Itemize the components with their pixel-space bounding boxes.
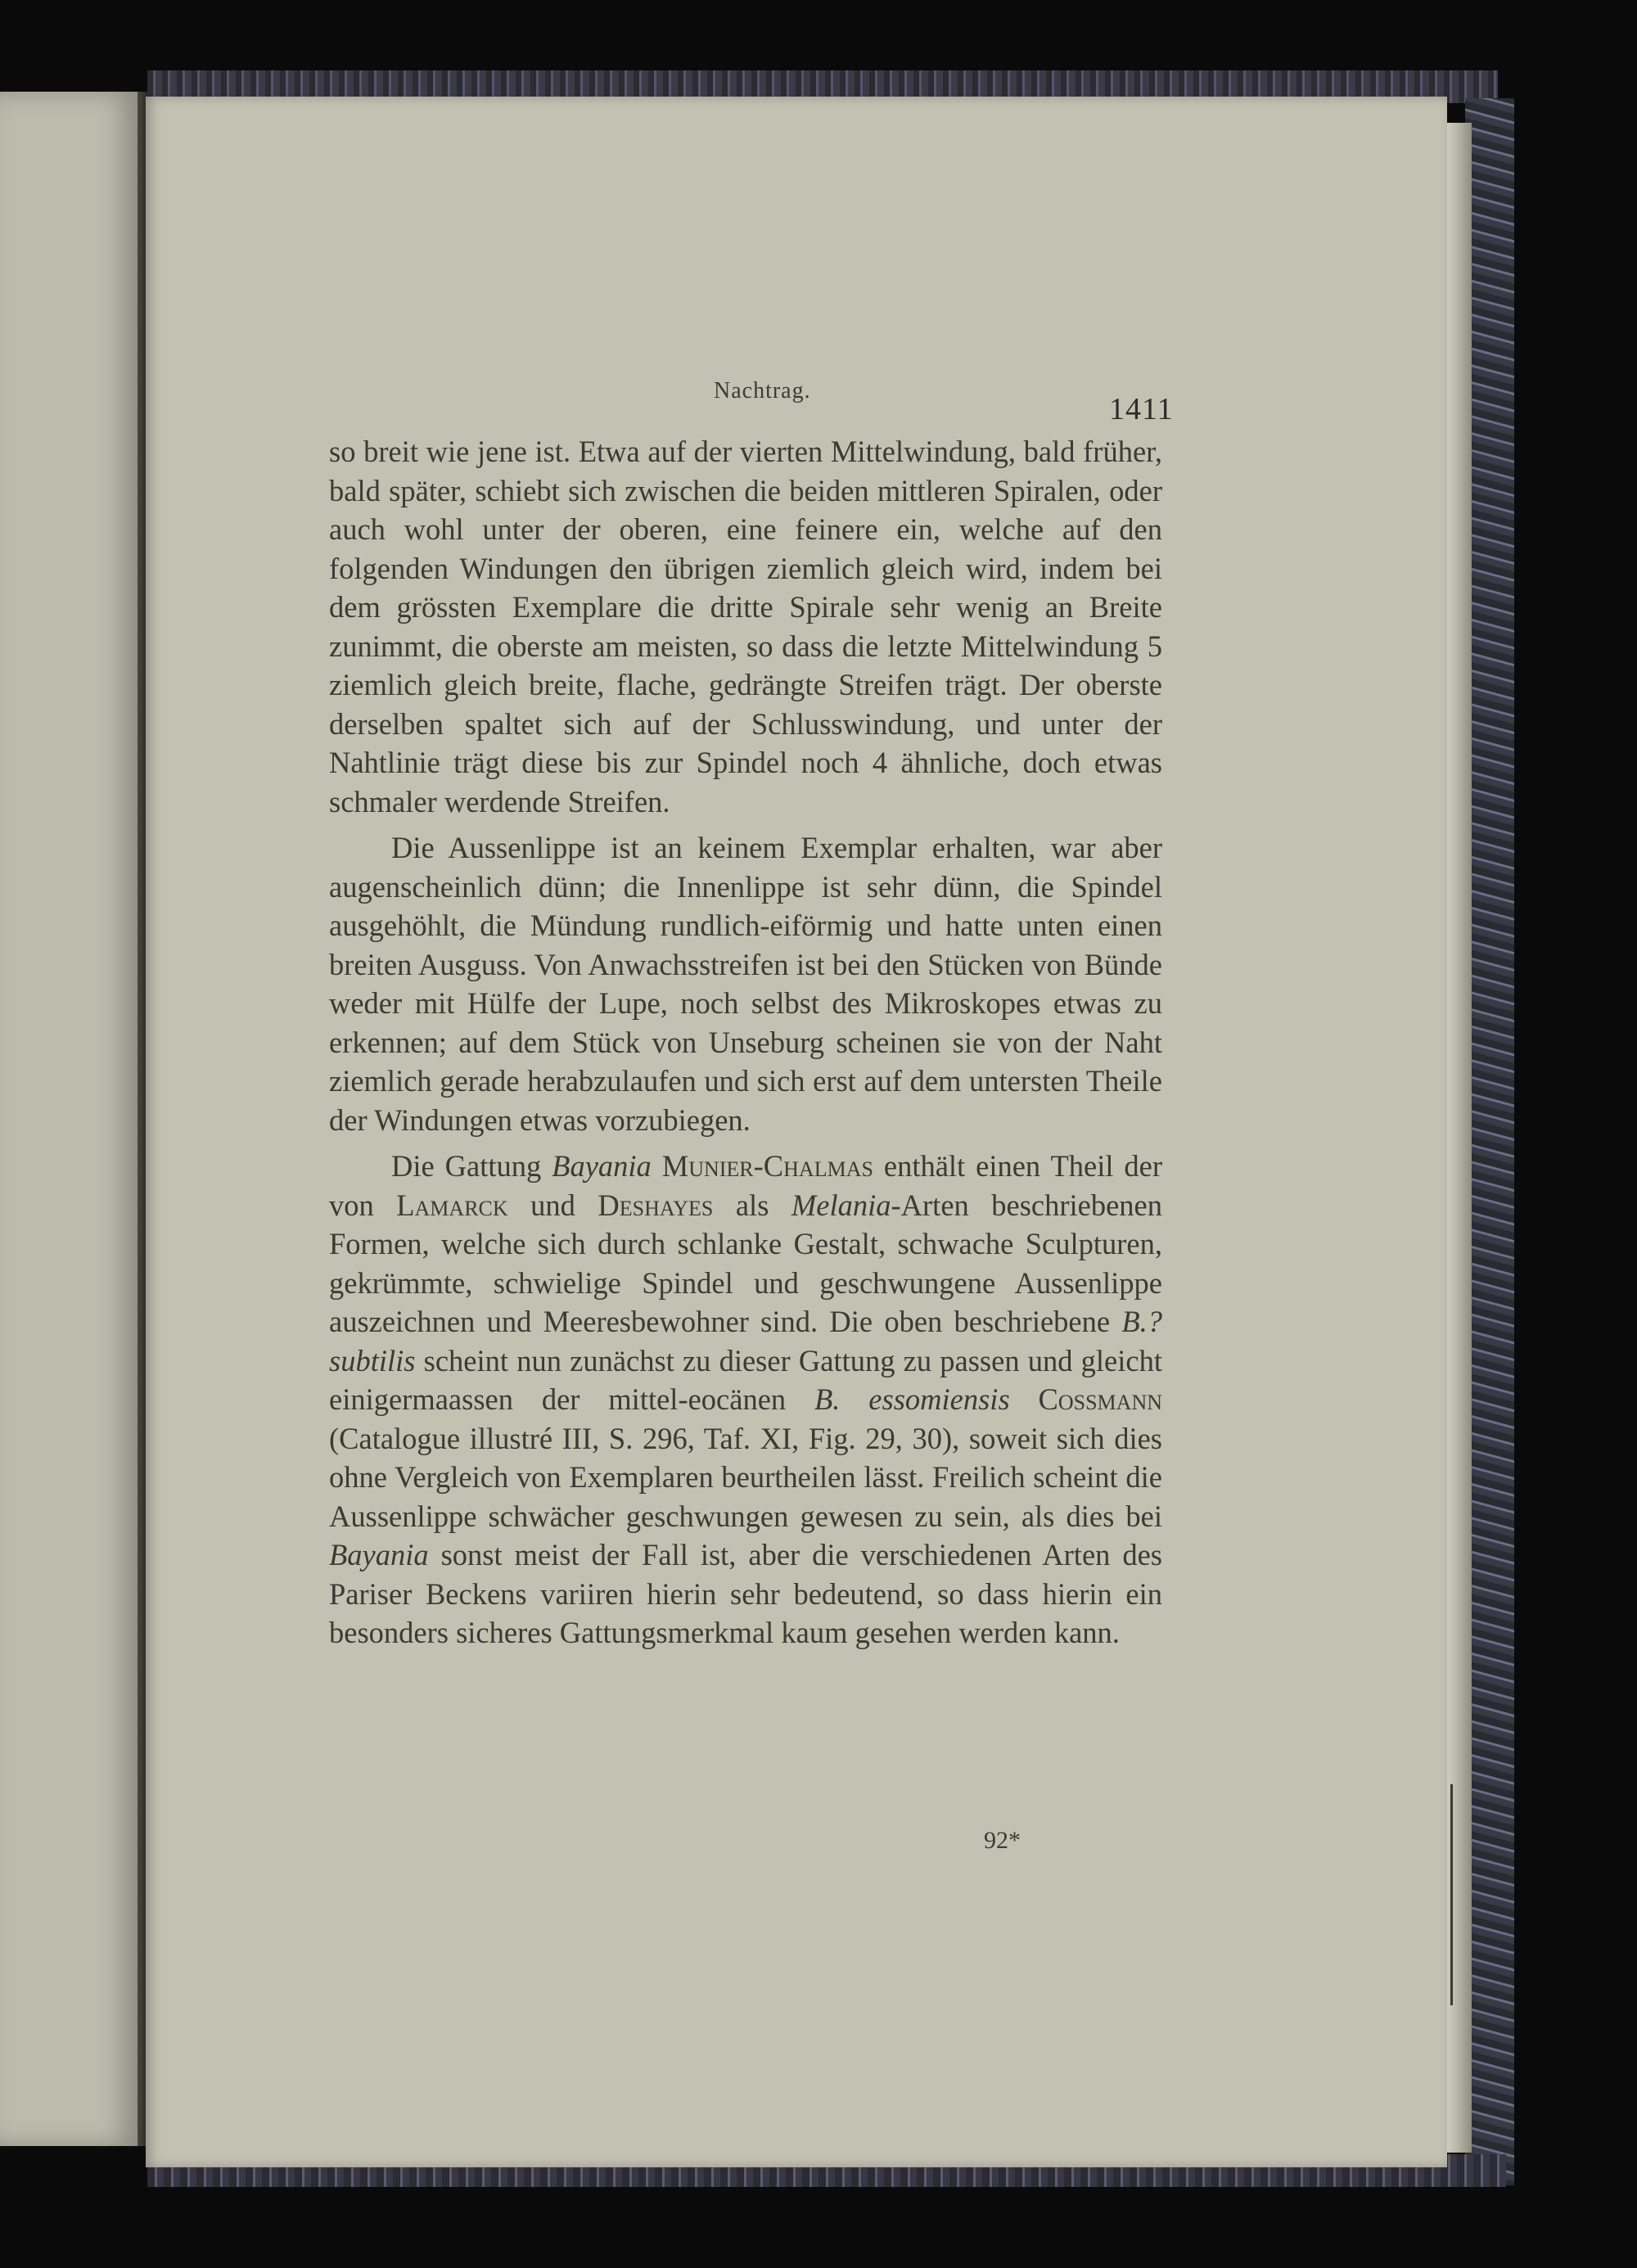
text-run: so breit wie jene ist. Etwa auf der vierten Mittelwindung, bald früher, bald später, schiebt sich zwischen die beiden mittleren Spiralen, oder auch wohl unter der oberen, eine feinere ein, welche auf den folgenden Windungen den übrigen ziemlich gleich wird, indem bei dem grössten Exemplare die dritte Spirale sehr wenig an Breite zunimmt, die oberste am meisten, so dass die letzte Mittelwindung 5 ziemlich gleich breite, flache, gedrängte Streifen trägt. Der oberste derselben spaltet sich auf der Schlusswindung, und unter der Nahtlinie trägt diese bis zur Spindel noch 4 ähnliche, doch etwas schmaler werdende Streifen. [329,435,1162,818]
author-name: Lamarck [396,1188,508,1222]
text-run: enthält einen Theil der von [329,1149,1163,1222]
paragraph [329,828,1162,1139]
italic-text: B. essomiensis [814,1382,1010,1416]
facing-page-edge [0,92,142,2146]
text-run: -Arten beschriebenen Formen, welche sich durch schlanke Gestalt, schwache Sculpturen, gekrümmte, schwielige Spindel und geschwungene Aussenlippe auszeichnen und Meeresbewohner sind. Die oben beschriebene [329,1188,1163,1338]
text-run: Die Gattung [391,1149,552,1183]
author-name: Deshayes [598,1188,714,1222]
text-run [652,1149,662,1183]
paragraph [329,432,1162,821]
signature-mark: 92* [984,1827,1021,1854]
page-number: 1411 [1109,392,1174,426]
text-run: Die Aussenlippe ist an keinem Exemplar erhalten, war aber augenscheinlich dünn; die Innenlippe ist sehr dünn, die Spindel ausgehöhlt, die Mündung rundlich-eiförmig und hatte unten einen breiten Ausguss. Von Anwachsstreifen ist bei den Stücken von Bünde weder mit Hülfe der Lupe, noch selbst des Mikroskopes etwas zu erkennen; auf dem Stück von Unseburg scheinen sie von der Naht ziemlich gerade herabzulaufen und sich erst auf dem untersten Theile der Windungen etwas vorzubiegen. [329,831,1162,1137]
italic-text: B.? subtilis [329,1305,1162,1377]
paragraph [329,1147,1162,1653]
author-name: Cossmann [1038,1382,1163,1416]
running-title: Nachtrag. [714,378,811,404]
text-run: und [507,1188,598,1222]
text-run [1010,1382,1039,1416]
author-name: Munier-Chalmas [661,1149,873,1183]
text-run: als [713,1188,791,1222]
text-run: (Catalogue illustré III, S. 296, Taf. XI, Fig. 29, 30), soweit sich dies ohne Vergleich von Exemplaren beurtheilen lässt. Freilich scheint die Aussenlippe schwächer geschwungen gewesen zu sein, als dies bei [329,1421,1162,1533]
text-run: scheint nun zunächst zu dieser Gattung zu passen und gleicht einigermaassen der mittel-eocänen [329,1343,1162,1416]
italic-text: Melania [791,1188,891,1222]
text-run: sonst meist der Fall ist, aber die verschiedenen Arten des Pariser Beckens variiren hierin sehr bedeutend, so dass hierin ein besonders sicheres Gattungsmerkmal kaum gesehen werden kann. [329,1538,1162,1649]
italic-text: Bayania [329,1538,429,1571]
italic-text: Bayania [552,1149,652,1183]
margin-mark [1450,1784,1453,2005]
cover-edge-right [1465,98,1514,2185]
body-text [329,432,1162,1653]
